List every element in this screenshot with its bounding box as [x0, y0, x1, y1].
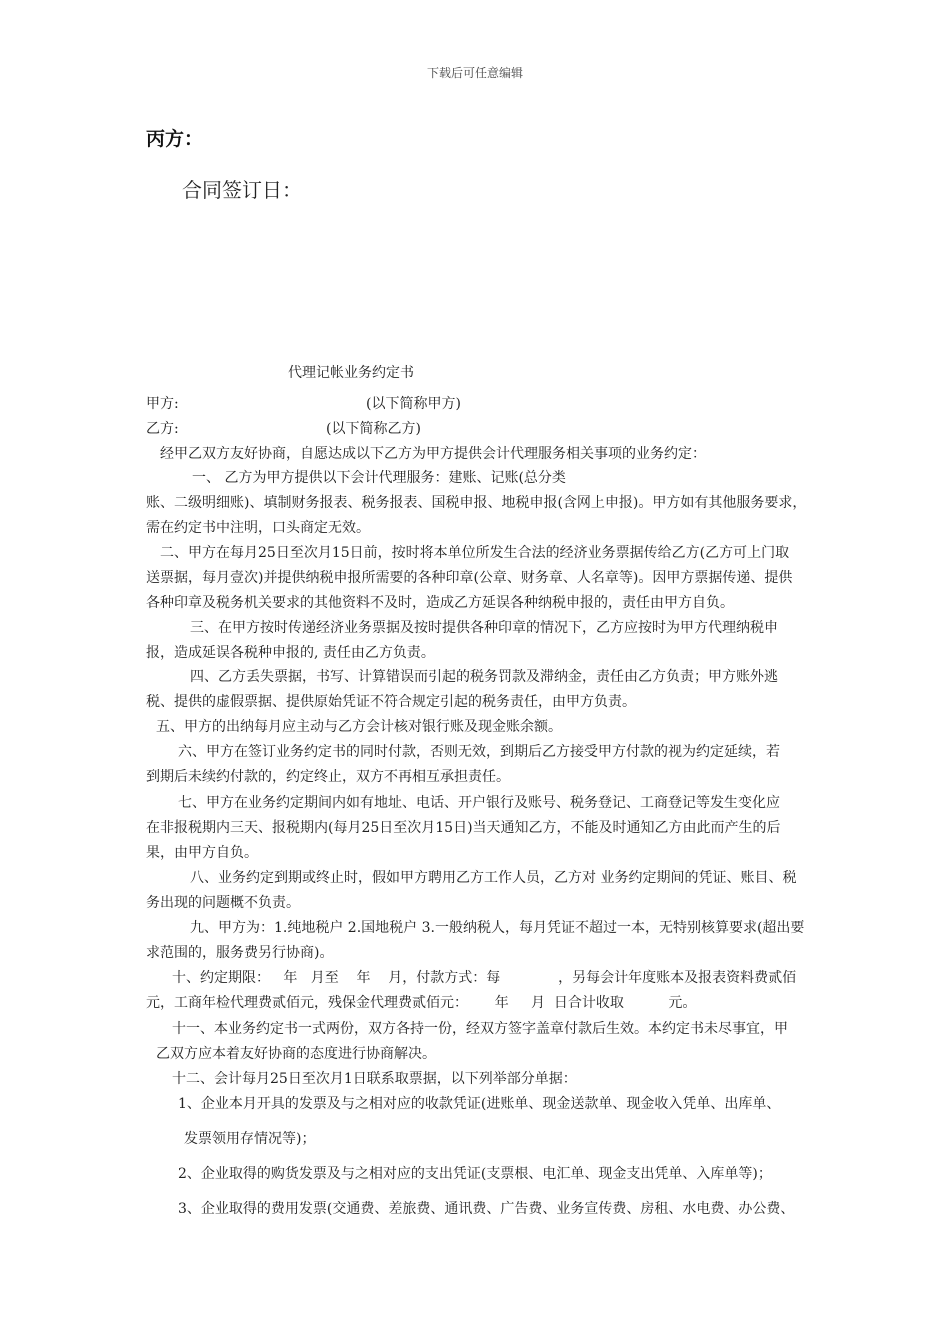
list-item: 2、企业取得的购货发票及与之相对应的支出凭证(支票根、电汇单、现金支出凭单、入库单等)；	[178, 1166, 772, 1182]
paragraph-line: 三、在甲方按时传递经济业务票据及按时提供各种印章的情况下，乙方应按时为甲方代理纳税申	[190, 620, 778, 636]
list-item: 1、企业本月开具的发票及与之相对应的收款凭证(进账单、现金送款单、现金收入凭单、出库单、	[178, 1096, 781, 1112]
paragraph-line: 账、二级明细账)、填制财务报表、税务报表、国税申报、地税申报(含网上申报)。甲方如有其他服务要求，	[146, 495, 807, 511]
paragraph-line: 元，工商年检代理费贰佰元，残保金代理费贰佰元： 年 月 日合计收取 元。	[146, 995, 697, 1011]
paragraph-line: 需在约定书中注明，口头商定无效。	[146, 520, 370, 536]
header-note: 下载后可任意编辑	[426, 66, 523, 80]
paragraph-line: 到期后未续约付款的，约定终止，双方不再相互承担责任。	[146, 769, 510, 785]
list-item-continuation: 发票领用存情况等)；	[184, 1131, 316, 1147]
paragraph-line: 税、提供的虚假票据、提供原始凭证不符合规定引起的税务责任，由甲方负责。	[146, 694, 636, 710]
document-title: 代理记帐业务约定书	[288, 365, 414, 381]
paragraph-line: 四、乙方丢失票据，书写、计算错误而引起的税务罚款及滞纳金，责任由乙方负责；甲方账外逃	[190, 669, 778, 685]
party-b-label: 乙方:	[146, 421, 179, 437]
paragraph-line: 二、甲方在每月25日至次月15日前，按时将本单位所发生合法的经济业务票据传给乙方(乙方可上门取	[160, 545, 790, 561]
party-a-note: (以下简称甲方)	[366, 396, 461, 412]
paragraph-line: 各种印章及税务机关要求的其他资料不及时，造成乙方延误各种纳税申报的，责任由甲方自负。	[146, 595, 734, 611]
paragraph-line: 果，由甲方自负。	[146, 845, 258, 861]
paragraph-line: 八、业务约定到期或终止时，假如甲方聘用乙方工作人员，乙方对 业务约定期间的凭证、账目、税	[190, 870, 797, 886]
list-item: 3、企业取得的费用发票(交通费、差旅费、通讯费、广告费、业务宣传费、房租、水电费、办公费、	[178, 1201, 795, 1217]
paragraph-line: 送票据，每月壹次)并提供纳税申报所需要的各种印章(公章、财务章、人名章等)。因甲方票据传递、提供	[146, 570, 793, 586]
paragraph-line: 务出现的问题概不负责。	[146, 895, 300, 911]
paragraph-line: 六、甲方在签订业务约定书的同时付款，否则无效，到期后乙方接受甲方付款的视为约定延续，若	[178, 744, 780, 760]
paragraph-line: 十二、会计每月25日至次月1日联系取票据，以下列举部分单据：	[172, 1071, 577, 1087]
party-c-label: 丙方：	[146, 128, 204, 150]
paragraph-line: 经甲乙双方友好协商，自愿达成以下乙方为甲方提供会计代理服务相关事项的业务约定：	[160, 446, 706, 462]
paragraph-line: 一、 乙方为甲方提供以下会计代理服务：建账、记账(总分类	[192, 470, 566, 486]
paragraph-line: 十一、本业务约定书一式两份，双方各持一份，经双方签字盖章付款后生效。本约定书未尽事宜，甲	[172, 1021, 788, 1037]
party-a-label: 甲方:	[146, 396, 179, 412]
sign-date-label: 合同签订日：	[182, 178, 302, 202]
paragraph-line: 求范围的，服务费另行协商)。	[146, 945, 334, 961]
paragraph-line: 五、甲方的出纳每月应主动与乙方会计核对银行账及现金账余额。	[156, 719, 562, 735]
paragraph-line: 七、甲方在业务约定期间内如有地址、电话、开户银行及账号、税务登记、工商登记等发生变化应	[178, 795, 780, 811]
paragraph-line: 报，造成延误各税种申报的, 责任由乙方负责。	[146, 645, 435, 661]
paragraph-line: 在非报税期内三天、报税期内(每月25日至次月15日)当天通知乙方，不能及时通知乙方由此而产生的后	[146, 820, 781, 836]
party-b-note: (以下简称乙方)	[326, 421, 421, 437]
paragraph-line: 十、约定期限： 年 月至 年 月，付款方式：每 ，另每会计年度账本及报表资料费贰佰	[172, 970, 797, 986]
paragraph-line: 九、甲方为：1.纯地税户 2.国地税户 3.一般纳税人，每月凭证不超过一本，无特别核算要求(超出要	[190, 920, 805, 936]
paragraph-line: 乙双方应本着友好协商的态度进行协商解决。	[156, 1046, 436, 1062]
